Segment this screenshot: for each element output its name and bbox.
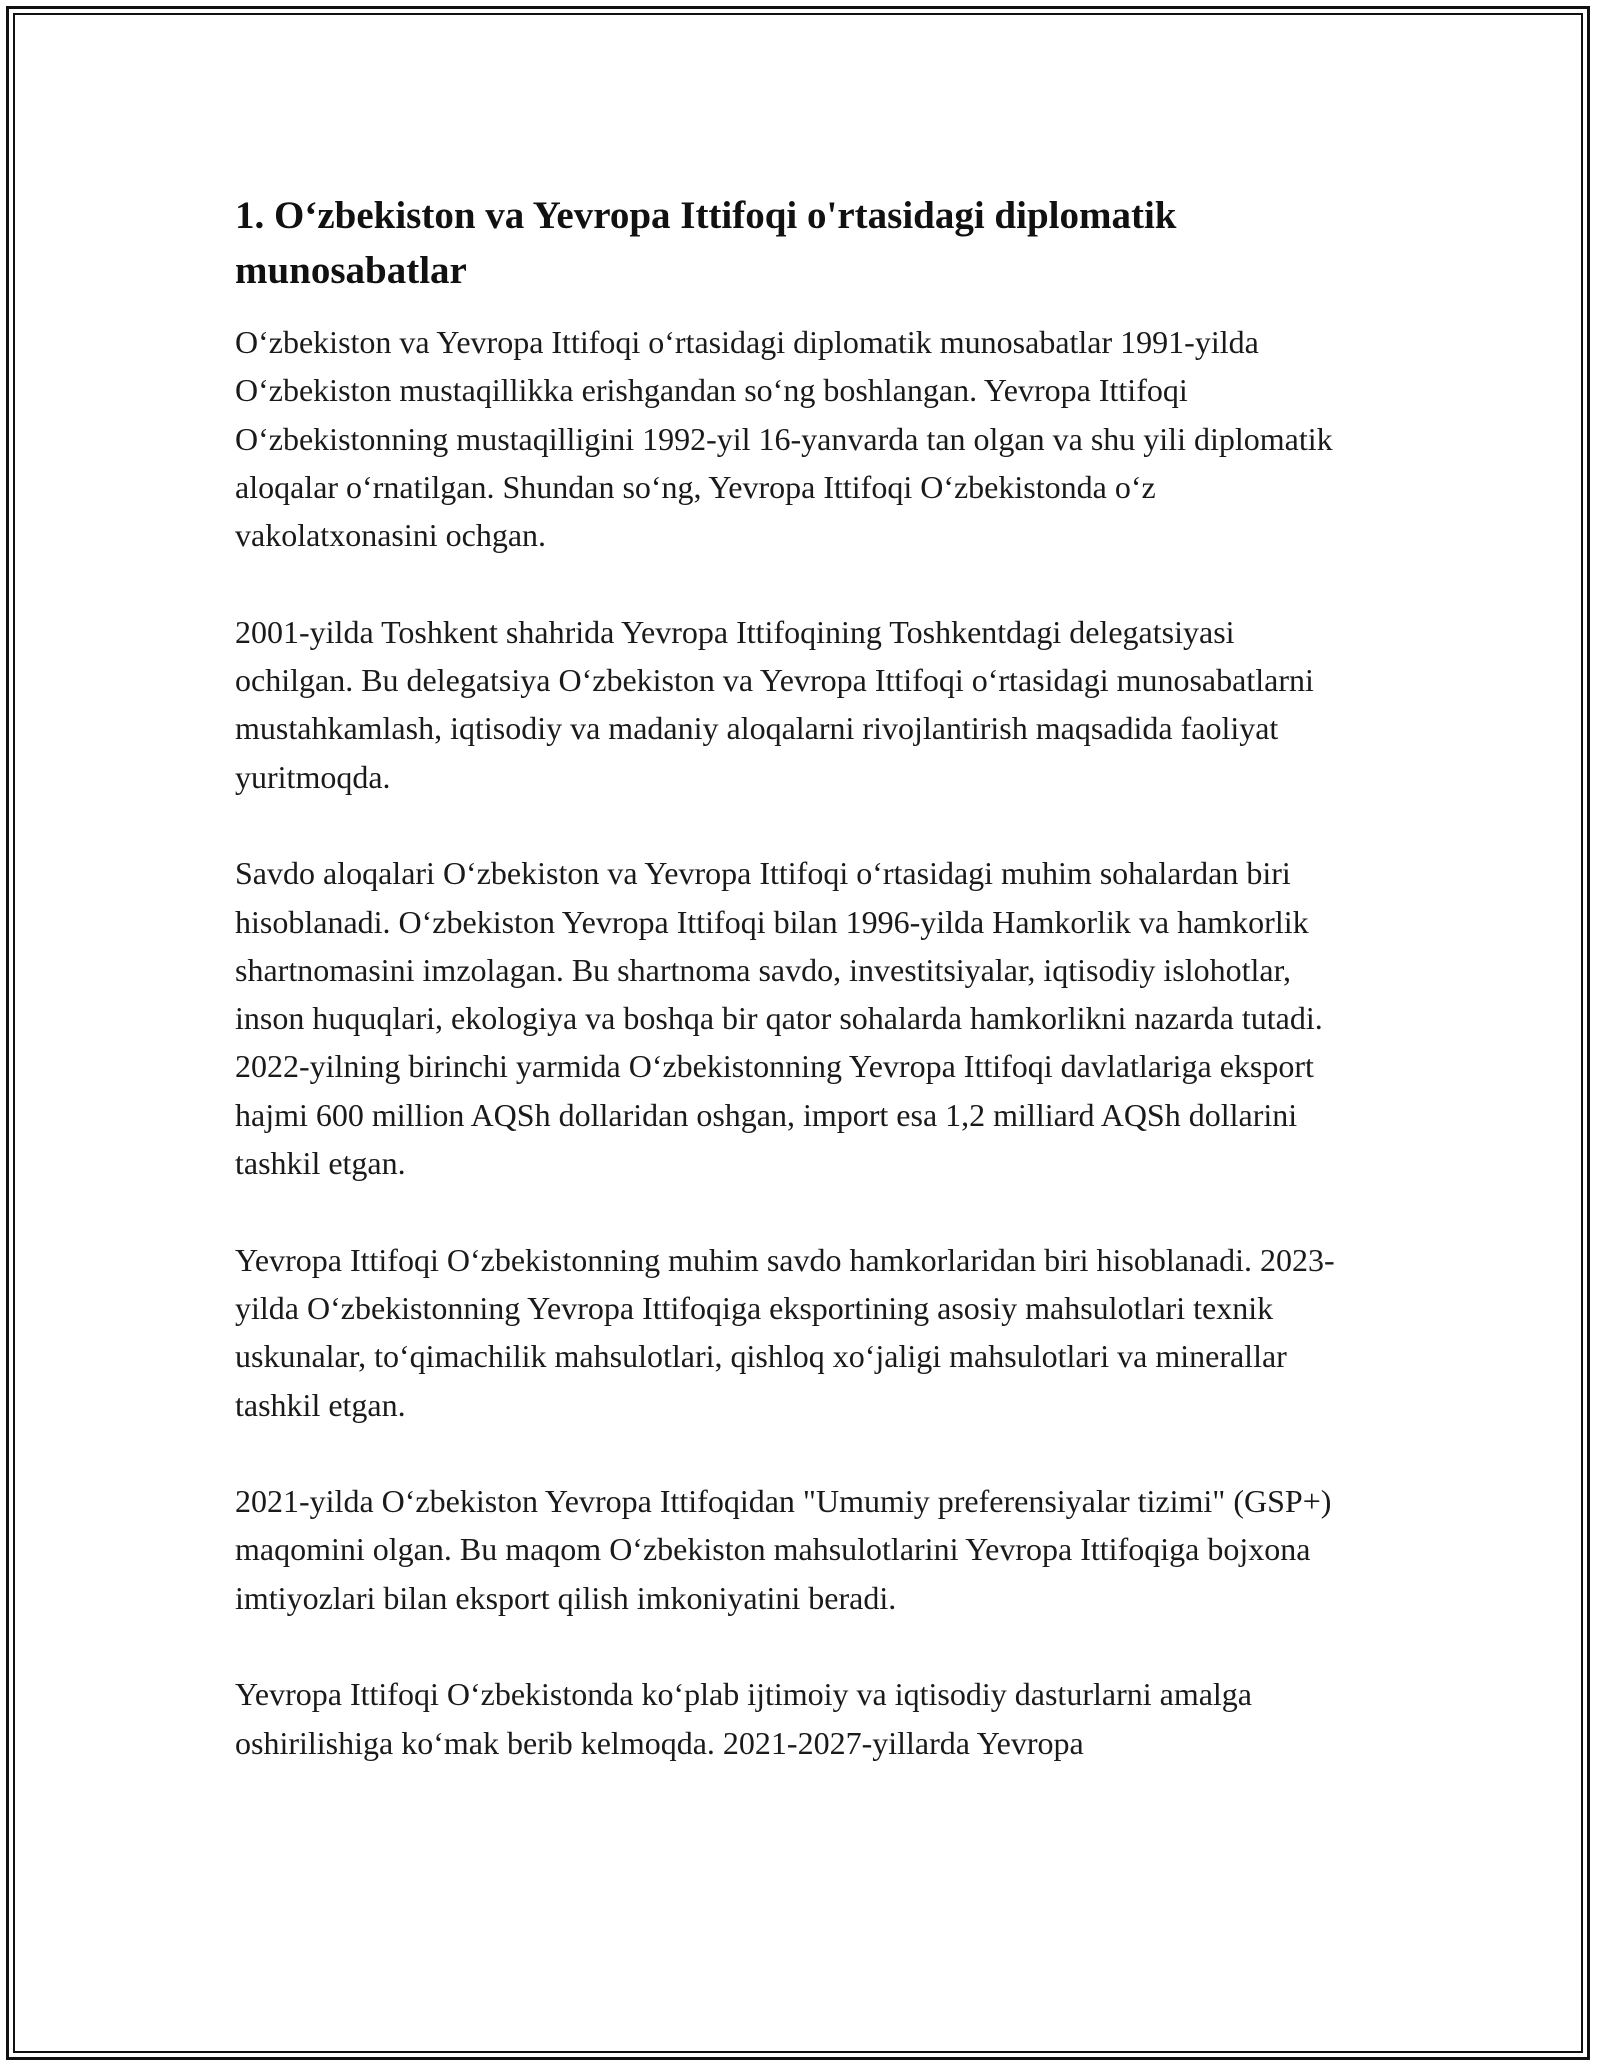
- section-heading: 1. O‘zbekiston va Yevropa Ittifoqi o'rtasidagi diplomatik munosabatlar: [235, 194, 1177, 292]
- document-body: [235, 188, 1360, 1767]
- paragraph-diplomatic-relations: O‘zbekiston va Yevropa Ittifoqi o‘rtasidagi diplomatik munosabatlar 1991-yilda O‘zbekiston mustaqillikka erishgandan so‘ng boshlangan. Yevropa Ittifoqi O‘zbekistonning mustaqilligini 1992-yil 16-yanvarda tan olgan va shu yili diplomatik aloqalar o‘rnatilgan. Shundan so‘ng, Yevropa Ittifoqi O‘zbekistonda o‘z vakolatxonasini ochgan.: [235, 324, 1333, 554]
- paragraph-gsp-status: 2021-yilda O‘zbekiston Yevropa Ittifoqidan "Umumiy preferensiyalar tizimi" (GSP+) maqomini olgan. Bu maqom O‘zbekiston mahsulotlarini Yevropa Ittifoqiga bojxona imtiyozlari bilan eksport qilish imkoniyatini beradi.: [235, 1483, 1332, 1616]
- paragraph-tashkent-delegation: 2001-yilda Toshkent shahrida Yevropa Ittifoqining Toshkentdagi delegatsiyasi ochilgan. Bu delegatsiya O‘zbekiston va Yevropa Ittifoqi o‘rtasidagi munosabatlarni mustahkamlash, iqtisodiy va madaniy aloqalarni rivojlantirish maqsadida faoliyat yuritmoqda.: [235, 613, 1314, 795]
- paragraph-trade-partners: Yevropa Ittifoqi O‘zbekistonning muhim savdo hamkorlaridan biri hisoblanadi. 2023-yilda O‘zbekistonning Yevropa Ittifoqiga eksportining asosiy mahsulotlari texnik uskunalar, to‘qimachilik mahsulotlari, qishloq xo‘jaligi mahsulotlari va minerallar tashkil etgan.: [235, 1241, 1335, 1423]
- paragraph-eu-programs: Yevropa Ittifoqi O‘zbekistonda ko‘plab ijtimoiy va iqtisodiy dasturlarni amalga oshirilishiga ko‘mak berib kelmoqda. 2021-2027-yillarda Yevropa: [235, 1676, 1252, 1761]
- paragraph-trade-relations: Savdo aloqalari O‘zbekiston va Yevropa Ittifoqi o‘rtasidagi muhim sohalardan biri hisoblanadi. O‘zbekiston Yevropa Ittifoqi bilan 1996-yilda Hamkorlik va hamkorlik shartnomasini imzolagan. Bu shartnoma savdo, investitsiyalar, iqtisodiy islohotlar, inson huquqlari, ekologiya va boshqa bir qator sohalarda hamkorlikni nazarda tutadi. 2022-yilning birinchi yarmida O‘zbekistonning Yevropa Ittifoqi davlatlariga eksport hajmi 600 million AQSh dollaridan oshgan, import esa 1,2 milliard AQSh dollarini tashkil etgan.: [235, 855, 1323, 1182]
